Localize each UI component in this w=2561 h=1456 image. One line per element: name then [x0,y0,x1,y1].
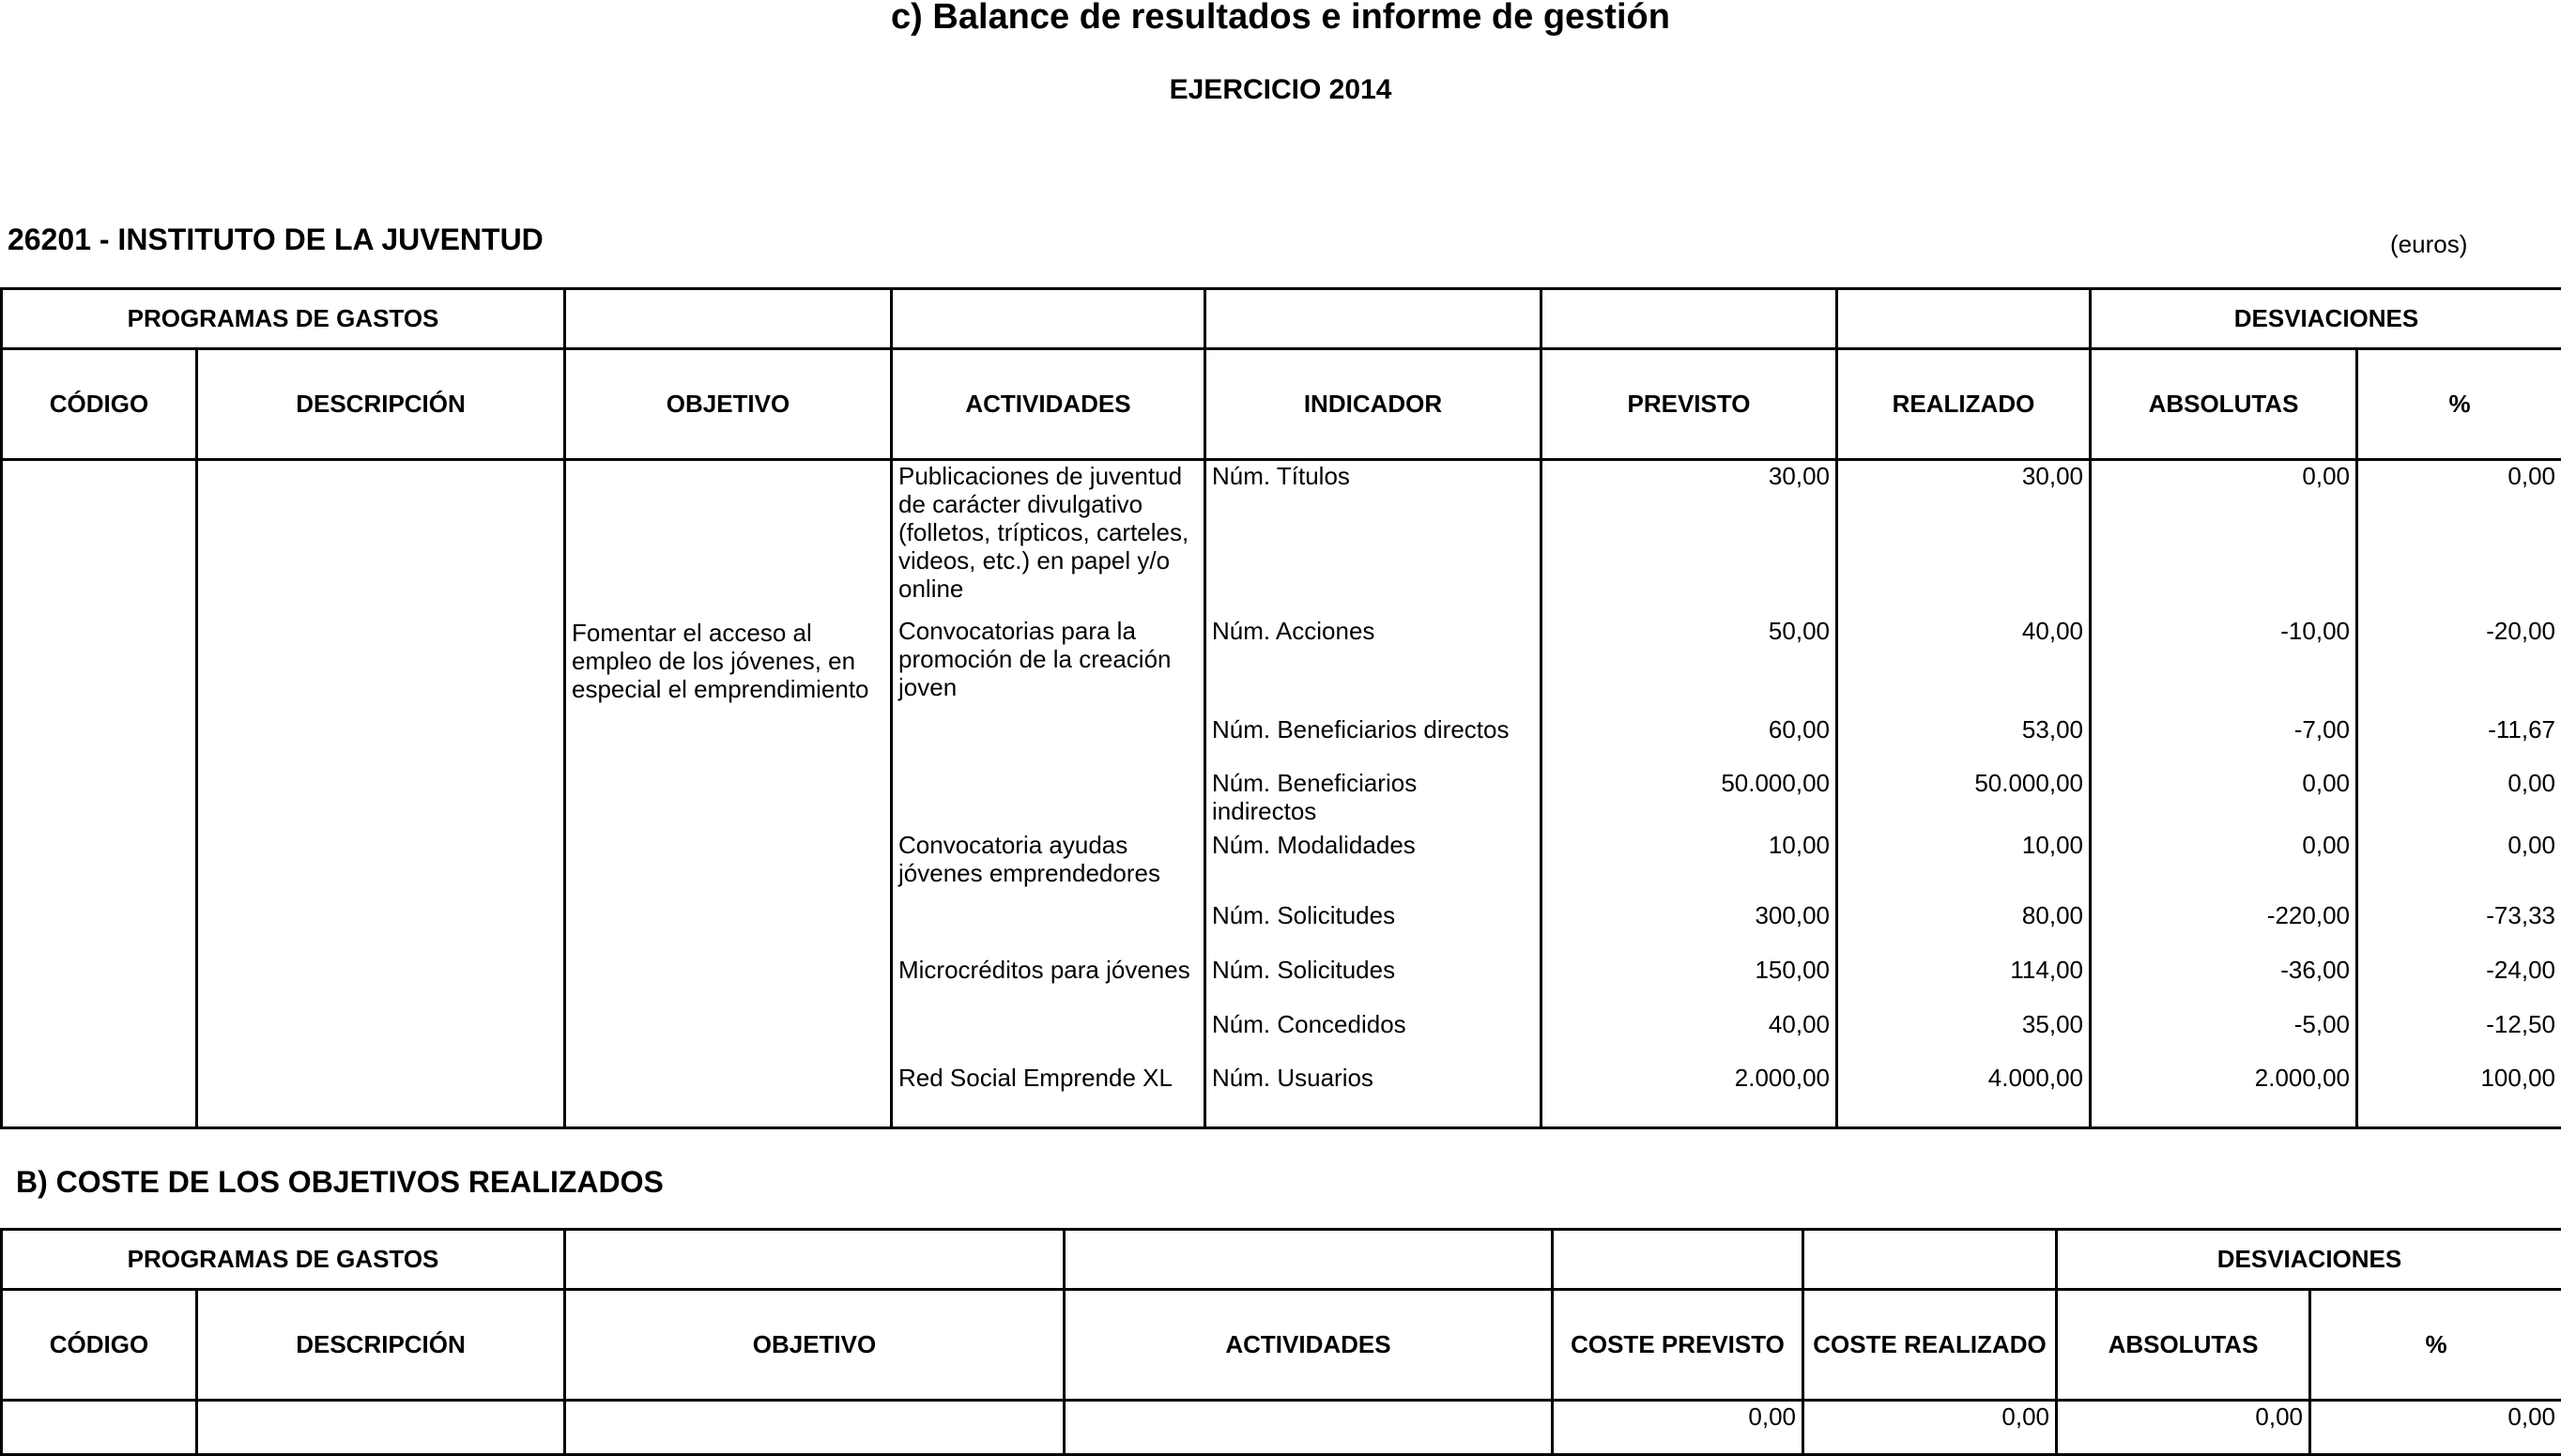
empty-header-cell [1553,1230,1803,1290]
porcentaje-value: 0,00 [2507,462,2555,490]
previsto-value: 30,00 [1769,462,1830,490]
absolutas-value: -10,00 [2280,617,2350,645]
column-header-coste-realizado: COSTE REALIZADO [1803,1290,2057,1401]
column-header-actividades: ACTIVIDADES [1065,1290,1553,1401]
absolutas-value: 2.000,00 [2255,1064,2350,1092]
absolutas-value: 0,00 [2302,462,2350,490]
porcentaje-value: -73,33 [2486,901,2555,929]
absolutas-value: -7,00 [2294,715,2350,743]
actividad-4-text: Microcréditos para jóvenes [898,956,1190,984]
porcentaje-cell [2310,1401,2561,1455]
empty-header-cell [1837,289,2091,349]
empty-header-cell [1205,289,1541,349]
absolutas-value: -36,00 [2280,956,2350,984]
indicador-text: Núm. Títulos [1212,462,1350,490]
coste-previsto-cell [1553,1401,1803,1455]
descripcion-cell [197,1401,565,1455]
realizado-value: 10,00 [2022,831,2083,859]
previsto-cell [1541,460,1837,1128]
realizado-value: 40,00 [2022,617,2083,645]
indicador-text: Núm. Beneficiarios directos [1212,715,1509,743]
indicador-cell [1205,460,1541,1128]
absolutas-value: 0,00 [2255,1402,2303,1431]
column-header-actividades: ACTIVIDADES [892,349,1205,460]
indicador-text: Núm. Modalidades [1212,831,1416,859]
indicador-text: Núm. Solicitudes [1212,956,1395,984]
realizado-cell [1837,460,2091,1128]
column-header-descripcion: DESCRIPCIÓN [197,1290,565,1401]
column-header-coste-previsto: COSTE PREVISTO [1553,1290,1803,1401]
porcentaje-value: -20,00 [2486,617,2555,645]
actividades-cell [892,460,1205,1128]
group-header-desviaciones: DESVIACIONES [2091,289,2561,349]
document-subtitle: EJERCICIO 2014 [0,73,2561,107]
realizado-value: 35,00 [2022,1010,2083,1038]
previsto-value: 2.000,00 [1735,1064,1830,1092]
indicador-text: Núm. Beneficiarios indirectos [1212,769,1417,825]
realizado-value: 30,00 [2022,462,2083,490]
absolutas-cell [2091,460,2357,1128]
column-header-realizado: REALIZADO [1837,349,2091,460]
previsto-value: 60,00 [1769,715,1830,743]
entity-title: 26201 - INSTITUTO DE LA JUVENTUD [8,222,544,257]
results-table [0,287,2561,1129]
realizado-value: 114,00 [2010,956,2083,984]
porcentaje-value: -11,67 [2488,715,2555,743]
absolutas-value: -5,00 [2294,1010,2350,1038]
actividad-1-text: Publicaciones de juventud de carácter divulgativo (folletos, trípticos, carteles, videos, etc.) en papel y/o online [898,462,1188,603]
realizado-value: 80,00 [2022,901,2083,929]
previsto-value: 150,00 [1755,956,1830,984]
porcentaje-value: 0,00 [2507,831,2555,859]
group-header-programas: PROGRAMAS DE GASTOS [2,289,565,349]
objetivo-cell [565,460,892,1128]
previsto-value: 40,00 [1769,1010,1830,1038]
column-header-absolutas: ABSOLUTAS [2091,349,2357,460]
actividades-cell [1065,1401,1553,1455]
actividad-5-text: Red Social Emprende XL [898,1064,1173,1092]
empty-header-cell [892,289,1205,349]
column-header-codigo: CÓDIGO [2,1290,197,1401]
porcentaje-value: 100,00 [2480,1064,2555,1092]
porcentaje-value: -24,00 [2486,956,2555,984]
column-header-previsto: PREVISTO [1541,349,1837,460]
previsto-value: 50.000,00 [1721,769,1830,797]
actividad-3-text: Convocatoria ayudas jóvenes emprendedores [898,831,1160,887]
porcentaje-value: 0,00 [2507,1402,2555,1431]
actividad-2-text: Convocatorias para la promoción de la creación joven [898,617,1172,701]
descripcion-cell [197,460,565,1128]
previsto-value: 300,00 [1755,901,1830,929]
indicador-text: Núm. Acciones [1212,617,1374,645]
porcentaje-value: -12,50 [2486,1010,2555,1038]
absolutas-value: 0,00 [2302,831,2350,859]
previsto-value: 50,00 [1769,617,1830,645]
column-header-objetivo: OBJETIVO [565,349,892,460]
document-title: c) Balance de resultados e informe de gestión [0,0,2561,38]
column-header-descripcion: DESCRIPCIÓN [197,349,565,460]
column-header-porcentaje: % [2310,1290,2561,1401]
currency-note: (euros) [2390,229,2467,259]
realizado-value: 50.000,00 [1974,769,2083,797]
realizado-value: 4.000,00 [1988,1064,2083,1092]
group-header-programas: PROGRAMAS DE GASTOS [2,1230,565,1290]
codigo-cell [2,1401,197,1455]
column-header-codigo: CÓDIGO [2,349,197,460]
empty-header-cell [1541,289,1837,349]
coste-previsto-value: 0,00 [1748,1402,1796,1431]
absolutas-cell [2057,1401,2310,1455]
empty-header-cell [565,289,892,349]
realizado-value: 53,00 [2022,715,2083,743]
coste-realizado-value: 0,00 [2001,1402,2049,1431]
empty-header-cell [1065,1230,1553,1290]
porcentaje-value: 0,00 [2507,769,2555,797]
indicador-text: Núm. Concedidos [1212,1010,1406,1038]
absolutas-value: -220,00 [2267,901,2350,929]
empty-header-cell [565,1230,1065,1290]
codigo-cell [2,460,197,1128]
indicador-text: Núm. Usuarios [1212,1064,1373,1092]
column-header-porcentaje: % [2357,349,2561,460]
column-header-indicador: INDICADOR [1205,349,1541,460]
column-header-absolutas: ABSOLUTAS [2057,1290,2310,1401]
objetivo-cell [565,1401,1065,1455]
empty-header-cell [1803,1230,2057,1290]
coste-realizado-cell [1803,1401,2057,1455]
group-header-desviaciones: DESVIACIONES [2057,1230,2561,1290]
section-b-title: B) COSTE DE LOS OBJETIVOS REALIZADOS [16,1164,664,1200]
cost-table [0,1228,2561,1456]
porcentaje-cell [2357,460,2561,1128]
indicador-text: Núm. Solicitudes [1212,901,1395,929]
previsto-value: 10,00 [1769,831,1830,859]
absolutas-value: 0,00 [2302,769,2350,797]
column-header-objetivo: OBJETIVO [565,1290,1065,1401]
objetivo-text: Fomentar el acceso al empleo de los jóvenes, en especial el emprendimiento [572,619,869,703]
